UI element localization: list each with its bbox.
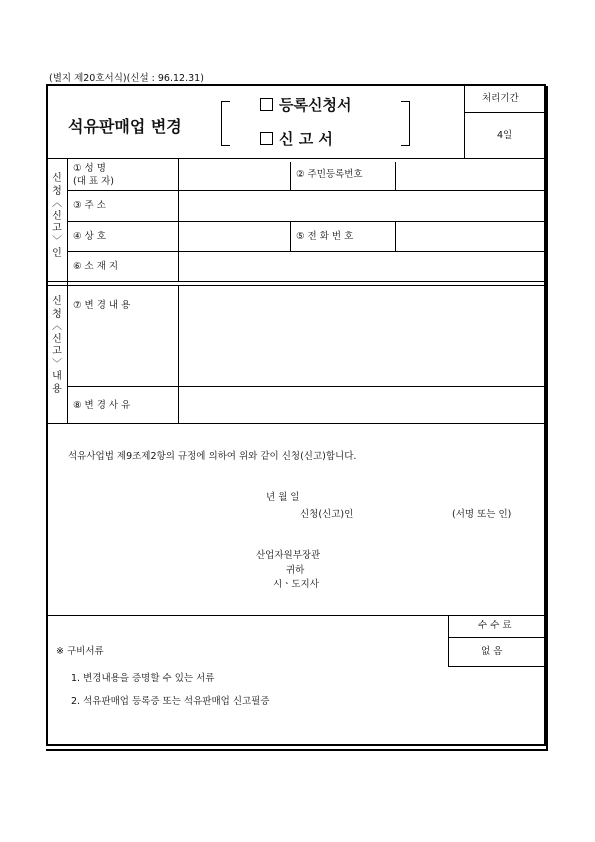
address-label: ③ 주 소 [73, 200, 106, 211]
recipient-governor: 시ㆍ도지사 [273, 579, 319, 590]
change-reason-label: ⑧ 변 경 사 유 [73, 400, 131, 411]
processing-period-label: 처리기간 [482, 93, 519, 104]
date-line: 년 월 일 [266, 492, 300, 503]
phone-label: ⑤ 전 화 번 호 [296, 231, 354, 242]
change-content-label: ⑦ 변 경 내 용 [73, 300, 131, 311]
applicant-signature-label: 신청(신고)인 [300, 509, 354, 520]
left-bracket [221, 101, 230, 146]
representative-label: (대 표 자) [73, 176, 114, 187]
name-field[interactable] [180, 162, 288, 189]
change-content-field[interactable] [180, 288, 544, 385]
checkbox-report[interactable] [260, 132, 273, 145]
recipient-honorific: 귀하 [286, 565, 305, 576]
signature-field[interactable] [372, 506, 448, 522]
right-bracket [401, 101, 410, 146]
signature-note: (서명 또는 인) [452, 509, 512, 520]
applicant-side-label: 신 청 ︿ 신 고 ﹀ 인 [52, 173, 62, 259]
processing-period-value: 4일 [497, 130, 513, 141]
fee-value: 없 음 [481, 646, 503, 657]
declaration-statement: 석유사업법 제9조제2항의 규정에 의하여 위와 같이 신청(신고)합니다. [68, 451, 357, 462]
location-field[interactable] [180, 253, 544, 280]
option-report-label: 신 고 서 [279, 130, 333, 148]
phone-field[interactable] [397, 223, 544, 250]
resident-no-field[interactable] [397, 162, 544, 189]
recipient-ministry: 산업자원부장관 [256, 550, 321, 561]
location-label: ⑥ 소 재 지 [73, 261, 119, 272]
trade-name-field[interactable] [180, 223, 288, 250]
checkbox-registration[interactable] [260, 98, 273, 111]
address-field[interactable] [180, 192, 544, 220]
option-registration[interactable] [260, 98, 351, 113]
name-label: ① 성 명 [73, 163, 106, 174]
trade-name-label: ④ 상 호 [73, 231, 106, 242]
fee-label: 수 수 료 [478, 620, 512, 631]
application-side-label: 신 청 ︿ 신 고 ﹀ 내 용 [52, 296, 62, 395]
option-report[interactable] [260, 132, 333, 147]
form-title: 석유판매업 변경 [68, 117, 182, 136]
required-document-item: 2. 석유판매업 등록증 또는 석유판매업 신고필증 [71, 696, 270, 707]
form-number: (별지 제20호서식)(신설 : 96.12.31) [49, 73, 204, 84]
required-documents-title: ※ 구비서류 [56, 646, 104, 657]
resident-no-label: ② 주민등록번호 [296, 169, 363, 180]
option-registration-label: 등록신청서 [279, 96, 352, 114]
required-document-item: 1. 변경내용을 증명할 수 있는 서류 [71, 673, 215, 684]
change-reason-field[interactable] [180, 388, 544, 422]
